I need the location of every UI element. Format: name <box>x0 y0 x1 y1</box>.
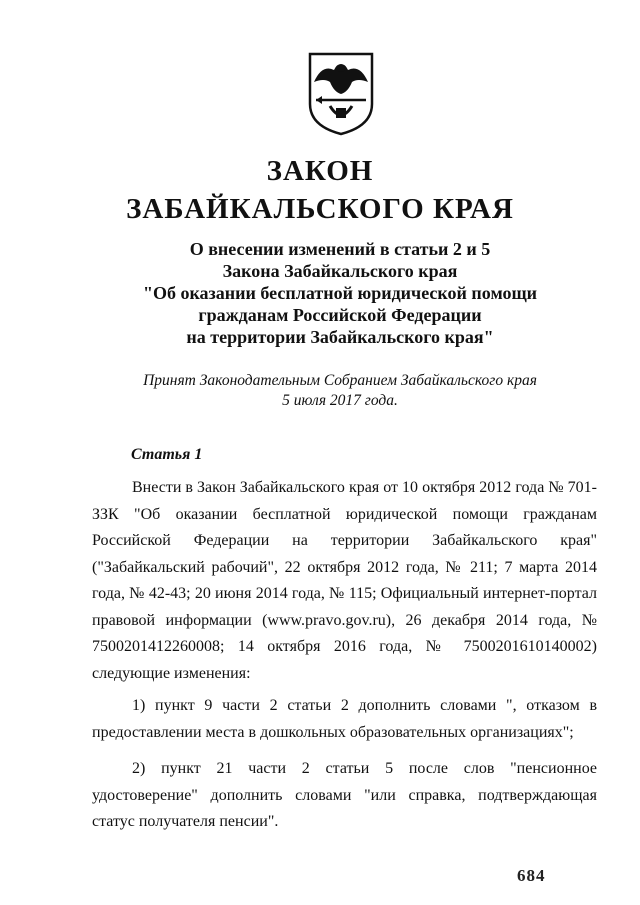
law-subtitle <box>0 238 640 348</box>
coat-of-arms-icon <box>308 52 374 136</box>
region-title: ЗАБАЙКАЛЬСКОГО КРАЯ <box>126 193 514 225</box>
subtitle-line: "Об оказании бесплатной юридической помощи <box>142 283 538 303</box>
adoption-line: Принят Законодательным Собранием Забайкальского края <box>143 372 537 389</box>
subtitle-line: Закона Забайкальского края <box>222 261 458 281</box>
page-number-stamp: 684 <box>517 866 546 885</box>
subtitle-line: на территории Забайкальского края" <box>186 327 494 347</box>
adoption-date: 5 июля 2017 года. <box>282 392 398 409</box>
subtitle-line: О внесении изменений в статьи 2 и 5 <box>189 239 491 259</box>
paragraph-item-1: 1) пункт 9 части 2 статьи 2 дополнить словами ", отказом в предоставлении места в дошкольных образовательных организациях"; <box>92 697 597 741</box>
paragraph-item-2: 2) пункт 21 части 2 статьи 5 после слов "пенсионное удостоверение" дополнить словами "или справка, подтверждающая статус получателя пенсии". <box>92 760 597 830</box>
article-body <box>92 475 597 846</box>
paragraph-intro: Внести в Закон Забайкальского края от 10 октября 2012 года № 701-ЗЗК "Об оказании бесплатной юридической помощи гражданам Российской Федерации на территории Забайкальского края" ("Забайкальский рабочий", 22 октября 2012 года, № 211; 7 марта 2014 года, № 42-43; 20 июня 2014 года, № 115; Официальный интернет-портал правовой информации (www.pravo.gov.ru), 26 декабря 2014 года, № 7500201412260008; 14 октября 2016 года, № 7500201610140002) следующие изменения: <box>92 479 597 682</box>
law-title: ЗАКОН <box>266 155 374 187</box>
subtitle-line: гражданам Российской Федерации <box>198 305 482 325</box>
article-heading: Статья 1 <box>131 446 203 463</box>
adoption-note <box>0 371 640 411</box>
